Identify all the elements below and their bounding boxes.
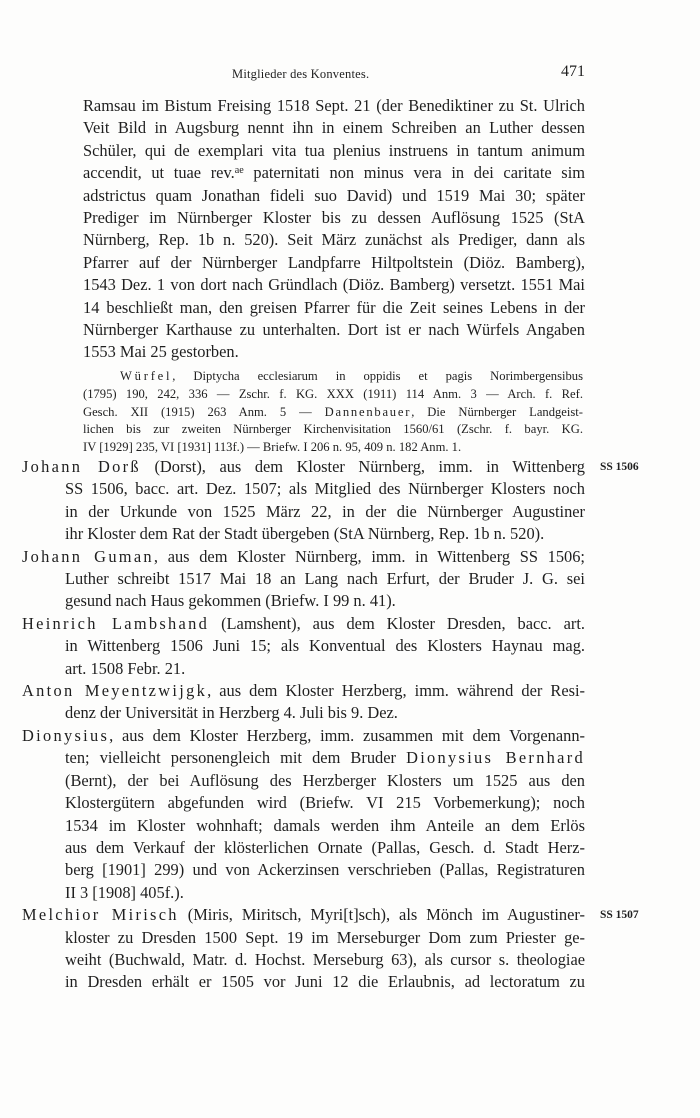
text-line: Schüler, qui de exemplari vita tua plenius instruens in tantum animum: [83, 140, 585, 160]
text-line: 1543 Dez. 1 von dort nach Gründlach (Diöz. Bamberg) versetzt. 1551 Mai: [83, 275, 585, 295]
text-line: (1795) 190, 242, 336 — Zschr. f. KG. XXX (1911) 114 Anm. 3 — Arch. f. Ref.: [83, 386, 583, 401]
entry-first-line: [22, 680, 585, 702]
text-line: aus dem Verkauf der klösterlichen Ornate (Pallas, Gesch. d. Stadt Herz-: [65, 837, 585, 857]
text-segment: , Diptycha ecclesiarum in oppidis et pagis Norimbergensibus: [172, 369, 583, 383]
entry-name: Melchior Mirisch: [22, 905, 179, 925]
text-segment: (Dorst), aus dem Kloster Nürnberg, imm. in Wittenberg: [154, 457, 585, 476]
member-entry: [22, 546, 585, 613]
entry-first-line: [22, 613, 585, 635]
text-line: (Bernt), der bei Auflösung des Herzberger Klosters um 1525 aus den: [65, 770, 585, 790]
entry-first-line: [22, 456, 585, 478]
text-segment: , Die Nürnberger Landgeist-: [411, 404, 583, 419]
text-line: gesund nach Haus gekommen (Briefw. I 99 n. 41).: [65, 591, 396, 611]
text-line: berg [1901] 299) und von Ackerzinsen verschrieben (Pallas, Registraturen: [65, 860, 585, 880]
text-segment: ten; vielleicht personengleich mit dem Bruder: [65, 748, 396, 768]
text-line: Veit Bild in Augsburg nennt ihn in einem Schreiben an Luther dessen: [83, 118, 585, 138]
text-segment: paternitati non minus vera in dei caritate sim: [253, 163, 585, 183]
text-line: Prediger im Nürnberger Kloster bis zu dessen Auflösung 1525 (StA: [83, 208, 585, 228]
member-entry: [22, 904, 639, 994]
text-line: in der Urkunde von 1525 März 22, in der die Nürnberger Augustiner: [65, 501, 585, 521]
margin-note: SS 1506: [600, 461, 639, 473]
text-segment: , aus dem Kloster Nürnberg, imm. in Wittenberg SS 1506;: [153, 546, 585, 566]
text-line: Pfarrer auf der Nürnberger Landpfarre Hiltpoltstein (Diöz. Bamberg),: [83, 252, 585, 272]
text-line: art. 1508 Febr. 21.: [65, 658, 186, 678]
person-name: Dionysius Bernhard: [406, 748, 585, 768]
cited-author: Dannenbauer: [324, 404, 412, 419]
text-segment: , aus dem Kloster Herzberg, imm. während der Resi-: [207, 681, 585, 701]
entry-name: Heinrich Lambshand: [22, 613, 210, 633]
text-line: weiht (Buchwald, Matr. d. Hochst. Merseburg 63), als cursor s. theologiae: [65, 949, 585, 969]
text-segment: , aus dem Kloster Herzberg, imm. zusammen mit dem Vorgenann-: [109, 725, 585, 745]
text-line: Nürnberger Karthause zu unterhalten. Dort ist er nach Würfels Angaben: [83, 320, 585, 340]
entry-name: Dionysius: [22, 725, 110, 745]
text-line: II 3 [1908] 405f.).: [65, 882, 184, 902]
text-line: denz der Universität in Herzberg 4. Juli bis 9. Dez.: [65, 703, 398, 723]
text-line: in Wittenberg 1506 Juni 15; als Konventual des Klosters Haynau mag.: [65, 636, 585, 656]
text-line: Ramsau im Bistum Freising 1518 Sept. 21 (der Benediktiner zu St. Ulrich: [83, 96, 585, 115]
text-line: 1534 im Kloster wohnhaft; damals werden ihm Anteile an dem Erlös: [65, 815, 585, 835]
entry-name: Johann Dorß: [22, 457, 141, 476]
text-line: Klostergütern abgefunden wird (Briefw. VI 215 Vorbemerkung); noch: [65, 793, 585, 813]
entry-first-line: [22, 725, 585, 747]
text-line: 14 beschließt man, den greisen Pfarrer für die Zeit seines Lebens in der: [83, 297, 585, 317]
text-segment: Gesch. XII (1915) 263 Anm. 5 —: [83, 404, 312, 419]
text-line: lichen bis zur zweiten Nürnberger Kirchenvisitation 1560/61 (Zschr. f. bayr. KG.: [83, 422, 583, 437]
member-entry: [22, 725, 585, 904]
text-line: [83, 162, 585, 184]
text-line: IV [1929] 235, VI [1931] 113f.) — Briefw. I 206 n. 95, 409 n. 182 Anm. 1.: [83, 440, 462, 455]
text-line: Luther schreibt 1517 Mai 18 an Lang nach Erfurt, der Bruder J. G. sei: [65, 569, 585, 589]
text-line: in Dresden erhält er 1505 vor Juni 12 die Erlaubnis, ad lectoratum zu: [65, 972, 585, 992]
member-entries: [22, 456, 639, 994]
running-title: Mitglieder des Konventes.: [232, 67, 370, 81]
reference-note: [83, 368, 583, 457]
member-entry: [22, 613, 585, 680]
text-segment: (Lamshent), aus dem Kloster Dresden, bacc. art.: [221, 613, 585, 633]
text-line: ihr Kloster dem Rat der Stadt übergeben (StA Nürnberg, Rep. 1b n. 520).: [65, 524, 545, 544]
text-line: 1553 Mai 25 gestorben.: [83, 342, 239, 362]
text-line: kloster zu Dresden 1500 Sept. 19 im Merseburger Dom zum Priester ge-: [65, 927, 585, 947]
member-entry: [22, 456, 639, 546]
continued-entry-text: [83, 95, 585, 364]
cited-author: Würfel: [120, 369, 173, 383]
entry-first-line: [22, 546, 585, 568]
entry-name: Johann Guman: [22, 546, 154, 566]
text-segment: accendit, ut tuae rev.: [83, 163, 235, 183]
text-line: adstrictus quam Jonathan fideli suo David) und 1519 Mai 30; später: [83, 185, 585, 205]
text-line: [65, 747, 585, 769]
text-line: [83, 368, 583, 386]
text-line: SS 1506, bacc. art. Dez. 1507; als Mitglied des Nürnberger Klosters noch: [65, 479, 585, 499]
margin-note: SS 1507: [600, 909, 639, 922]
page-number: 471: [561, 63, 585, 80]
text-line: [83, 404, 583, 422]
member-entry: [22, 680, 585, 725]
entry-name: Anton Meyentzwijgk: [22, 681, 208, 701]
text-segment: (Miris, Miritsch, Myri[t]sch), als Mönch im Augustiner-: [187, 905, 585, 925]
superscript-abbreviation: ae: [234, 165, 244, 177]
entry-first-line: [22, 904, 585, 926]
text-line: Nürnberg, Rep. 1b n. 520). Seit März zunächst als Prediger, dann als: [83, 230, 585, 250]
